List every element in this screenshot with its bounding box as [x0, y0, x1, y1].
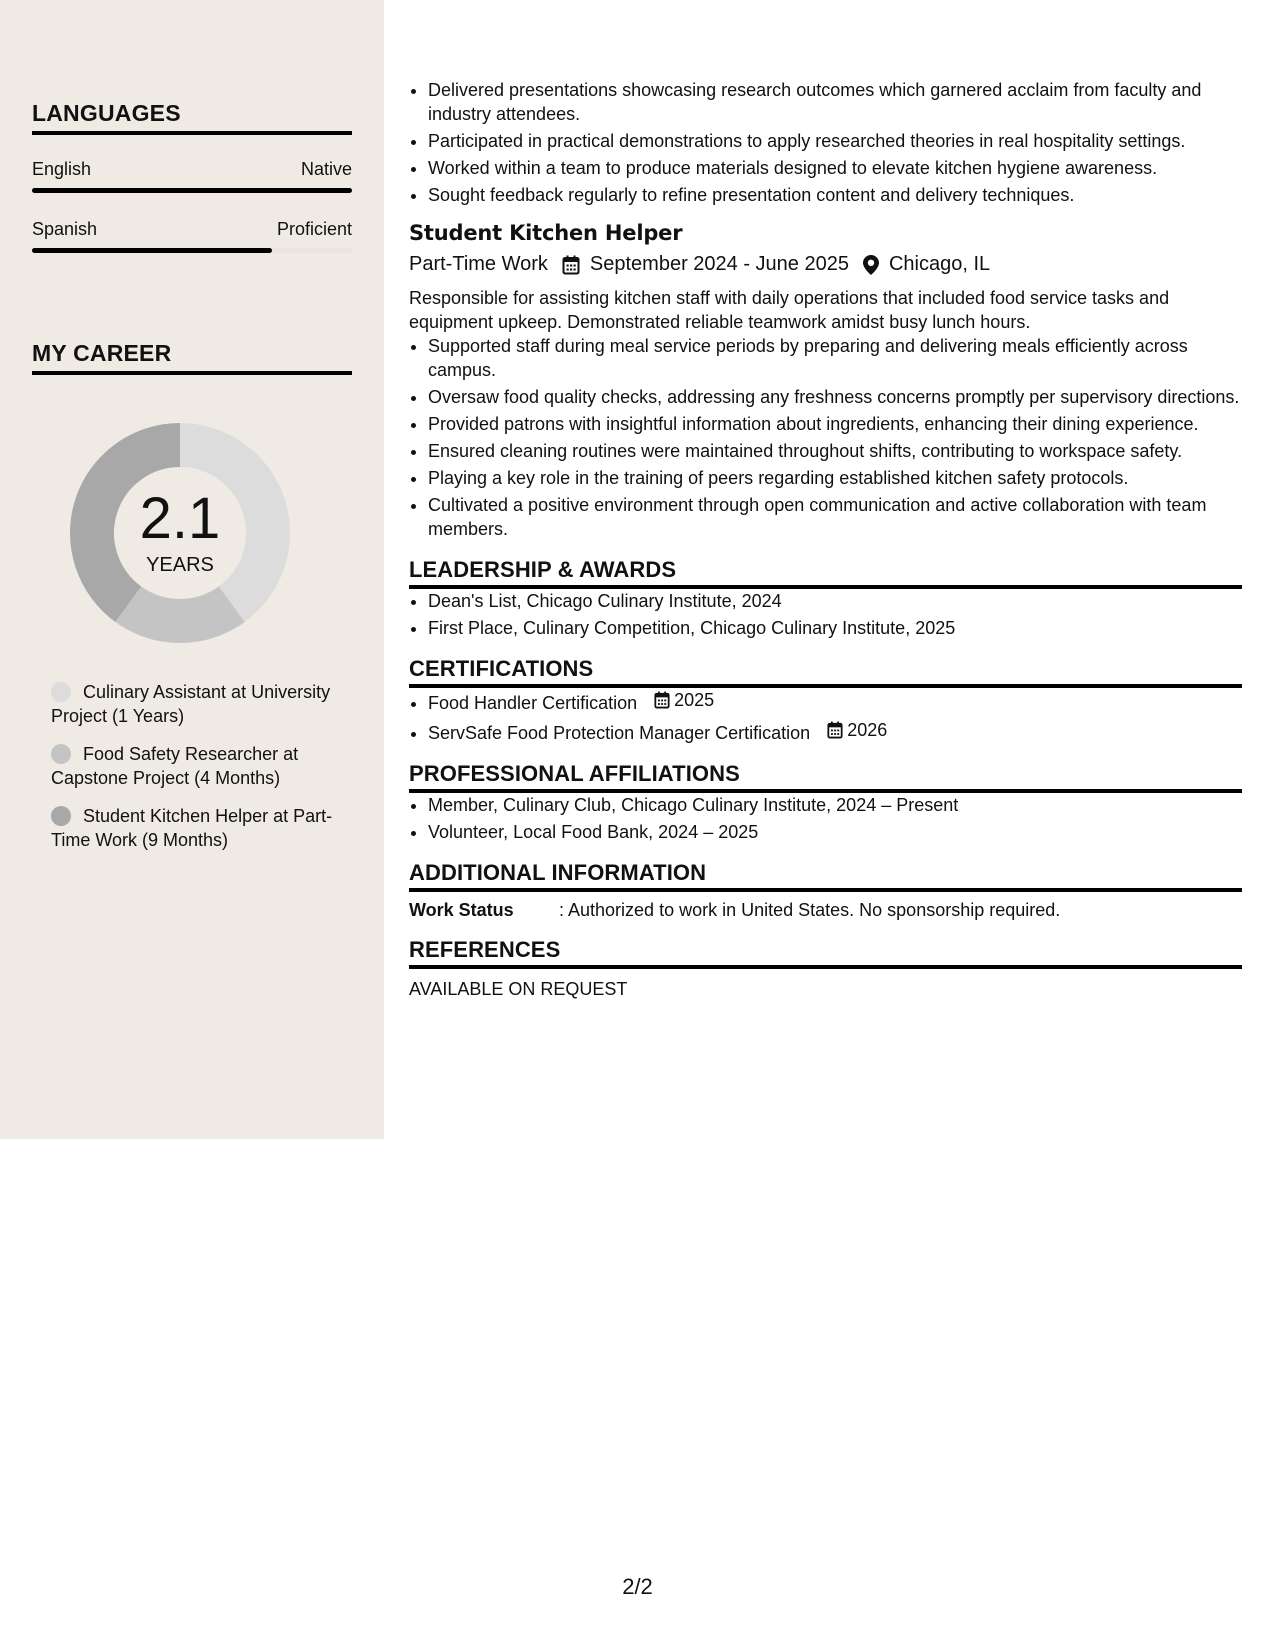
language-level-fill: [32, 188, 352, 193]
career-total: [66, 419, 294, 647]
list-item: • Cultivated a positive environment through open communication and active collaboration with team members.: [428, 493, 1242, 541]
career-legend-text: Food Safety Researcher at Capstone Project (4 Months): [51, 744, 299, 788]
languages-heading: LANGUAGES: [32, 100, 352, 135]
career-legend-item: [51, 680, 341, 728]
certification-date: [654, 688, 714, 712]
work-status-value: : Authorized to work in United States. No sponsorship required.: [559, 900, 1061, 920]
list-item: • Delivered presentations showcasing research outcomes which garnered acclaim from faculty and industry attendees.: [428, 78, 1242, 126]
leadership-list: [409, 589, 1242, 640]
list-item: • Volunteer, Local Food Bank, 2024 – 2025: [428, 820, 1242, 844]
page-number: 2/2: [622, 1574, 653, 1599]
affiliations-heading: PROFESSIONAL AFFILIATIONS: [409, 761, 1242, 793]
language-level-fill: [32, 248, 272, 253]
language-name: Spanish: [32, 219, 98, 239]
career-heading: MY CAREER: [32, 340, 352, 375]
list-item: • Oversaw food quality checks, addressing any freshness concerns promptly per supervisory directions.: [428, 385, 1242, 409]
list-item: • Ensured cleaning routines were maintained throughout shifts, contributing to workspace safety.: [428, 439, 1242, 463]
job-bullets: [409, 334, 1242, 541]
work-status-row: [409, 900, 1242, 921]
languages-section: [32, 100, 352, 253]
career-legend-item: [51, 742, 341, 790]
calendar-icon: [562, 255, 580, 275]
career-total-unit: YEARS: [146, 553, 214, 576]
career-legend-text: Culinary Assistant at University Project (1 Years): [51, 682, 331, 726]
career-legend-item: [51, 804, 341, 852]
certifications-heading: CERTIFICATIONS: [409, 656, 1242, 688]
affiliations-list: [409, 793, 1242, 844]
leadership-heading: LEADERSHIP & AWARDS: [409, 557, 1242, 589]
certification-name: ServSafe Food Protection Manager Certification: [428, 723, 811, 743]
references-text: AVAILABLE ON REQUEST: [409, 979, 628, 999]
list-item: • Member, Culinary Club, Chicago Culinary Institute, 2024 – Present: [428, 793, 1242, 817]
list-item: • Sought feedback regularly to refine presentation content and delivery techniques.: [428, 183, 1242, 207]
job-company: Part-Time Work: [409, 253, 548, 275]
legend-dot: [51, 744, 71, 764]
language-level: Native: [300, 159, 352, 179]
career-donut-chart: [66, 419, 294, 647]
main-content: [409, 78, 1242, 1000]
certification-date: [827, 718, 887, 742]
list-item: • Provided patrons with insightful information about ingredients, enhancing their dining experience.: [428, 412, 1242, 436]
career-total-value: 2.1: [139, 485, 221, 551]
list-item: • Worked within a team to produce materials designed to elevate kitchen hygiene awareness.: [428, 156, 1242, 180]
list-item: • Supported staff during meal service periods by preparing and delivering meals efficiently across campus.: [428, 334, 1242, 382]
legend-dot: [51, 682, 71, 702]
list-item: • Playing a key role in the training of peers regarding established kitchen safety protocols.: [428, 466, 1242, 490]
certification-year: 2025: [674, 690, 715, 710]
job-title: Student Kitchen Helper: [409, 221, 683, 245]
list-item: [428, 718, 1242, 745]
calendar-icon: [827, 721, 843, 739]
legend-dot: [51, 806, 71, 826]
language-name: English: [32, 159, 92, 179]
career-section: [32, 340, 352, 375]
list-item: • Dean's List, Chicago Culinary Institute, 2024: [428, 589, 1242, 613]
career-legend: [51, 680, 341, 866]
additional-info-heading: ADDITIONAL INFORMATION: [409, 860, 1242, 892]
sidebar: [0, 0, 384, 1139]
career-legend-text: Student Kitchen Helper at Part-Time Work (9 Months): [51, 806, 333, 850]
calendar-icon: [654, 691, 670, 709]
previous-job-bullets: [409, 78, 1242, 207]
language-level-bar: [32, 248, 352, 253]
work-status-label: Work Status: [409, 900, 514, 920]
language-english: [32, 159, 352, 193]
job-description: Responsible for assisting kitchen staff with daily operations that included food service tasks and equipment upkeep. Demonstrated reliable teamwork amidst busy lunch hours.: [409, 288, 1170, 332]
list-item: • First Place, Culinary Competition, Chicago Culinary Institute, 2025: [428, 616, 1242, 640]
language-spanish: [32, 219, 352, 253]
job-location: Chicago, IL: [888, 253, 991, 275]
language-level: Proficient: [276, 219, 352, 239]
job-dates: September 2024 - June 2025: [589, 253, 849, 275]
references-heading: REFERENCES: [409, 937, 1242, 969]
language-level-bar: [32, 188, 352, 193]
certifications-list: [409, 688, 1242, 745]
certification-name: Food Handler Certification: [428, 693, 638, 713]
certification-year: 2026: [847, 720, 888, 740]
list-item: • Participated in practical demonstrations to apply researched theories in real hospitality settings.: [428, 129, 1242, 153]
job-meta: [409, 253, 1242, 276]
map-pin-icon: [863, 255, 879, 275]
list-item: [428, 688, 1242, 715]
